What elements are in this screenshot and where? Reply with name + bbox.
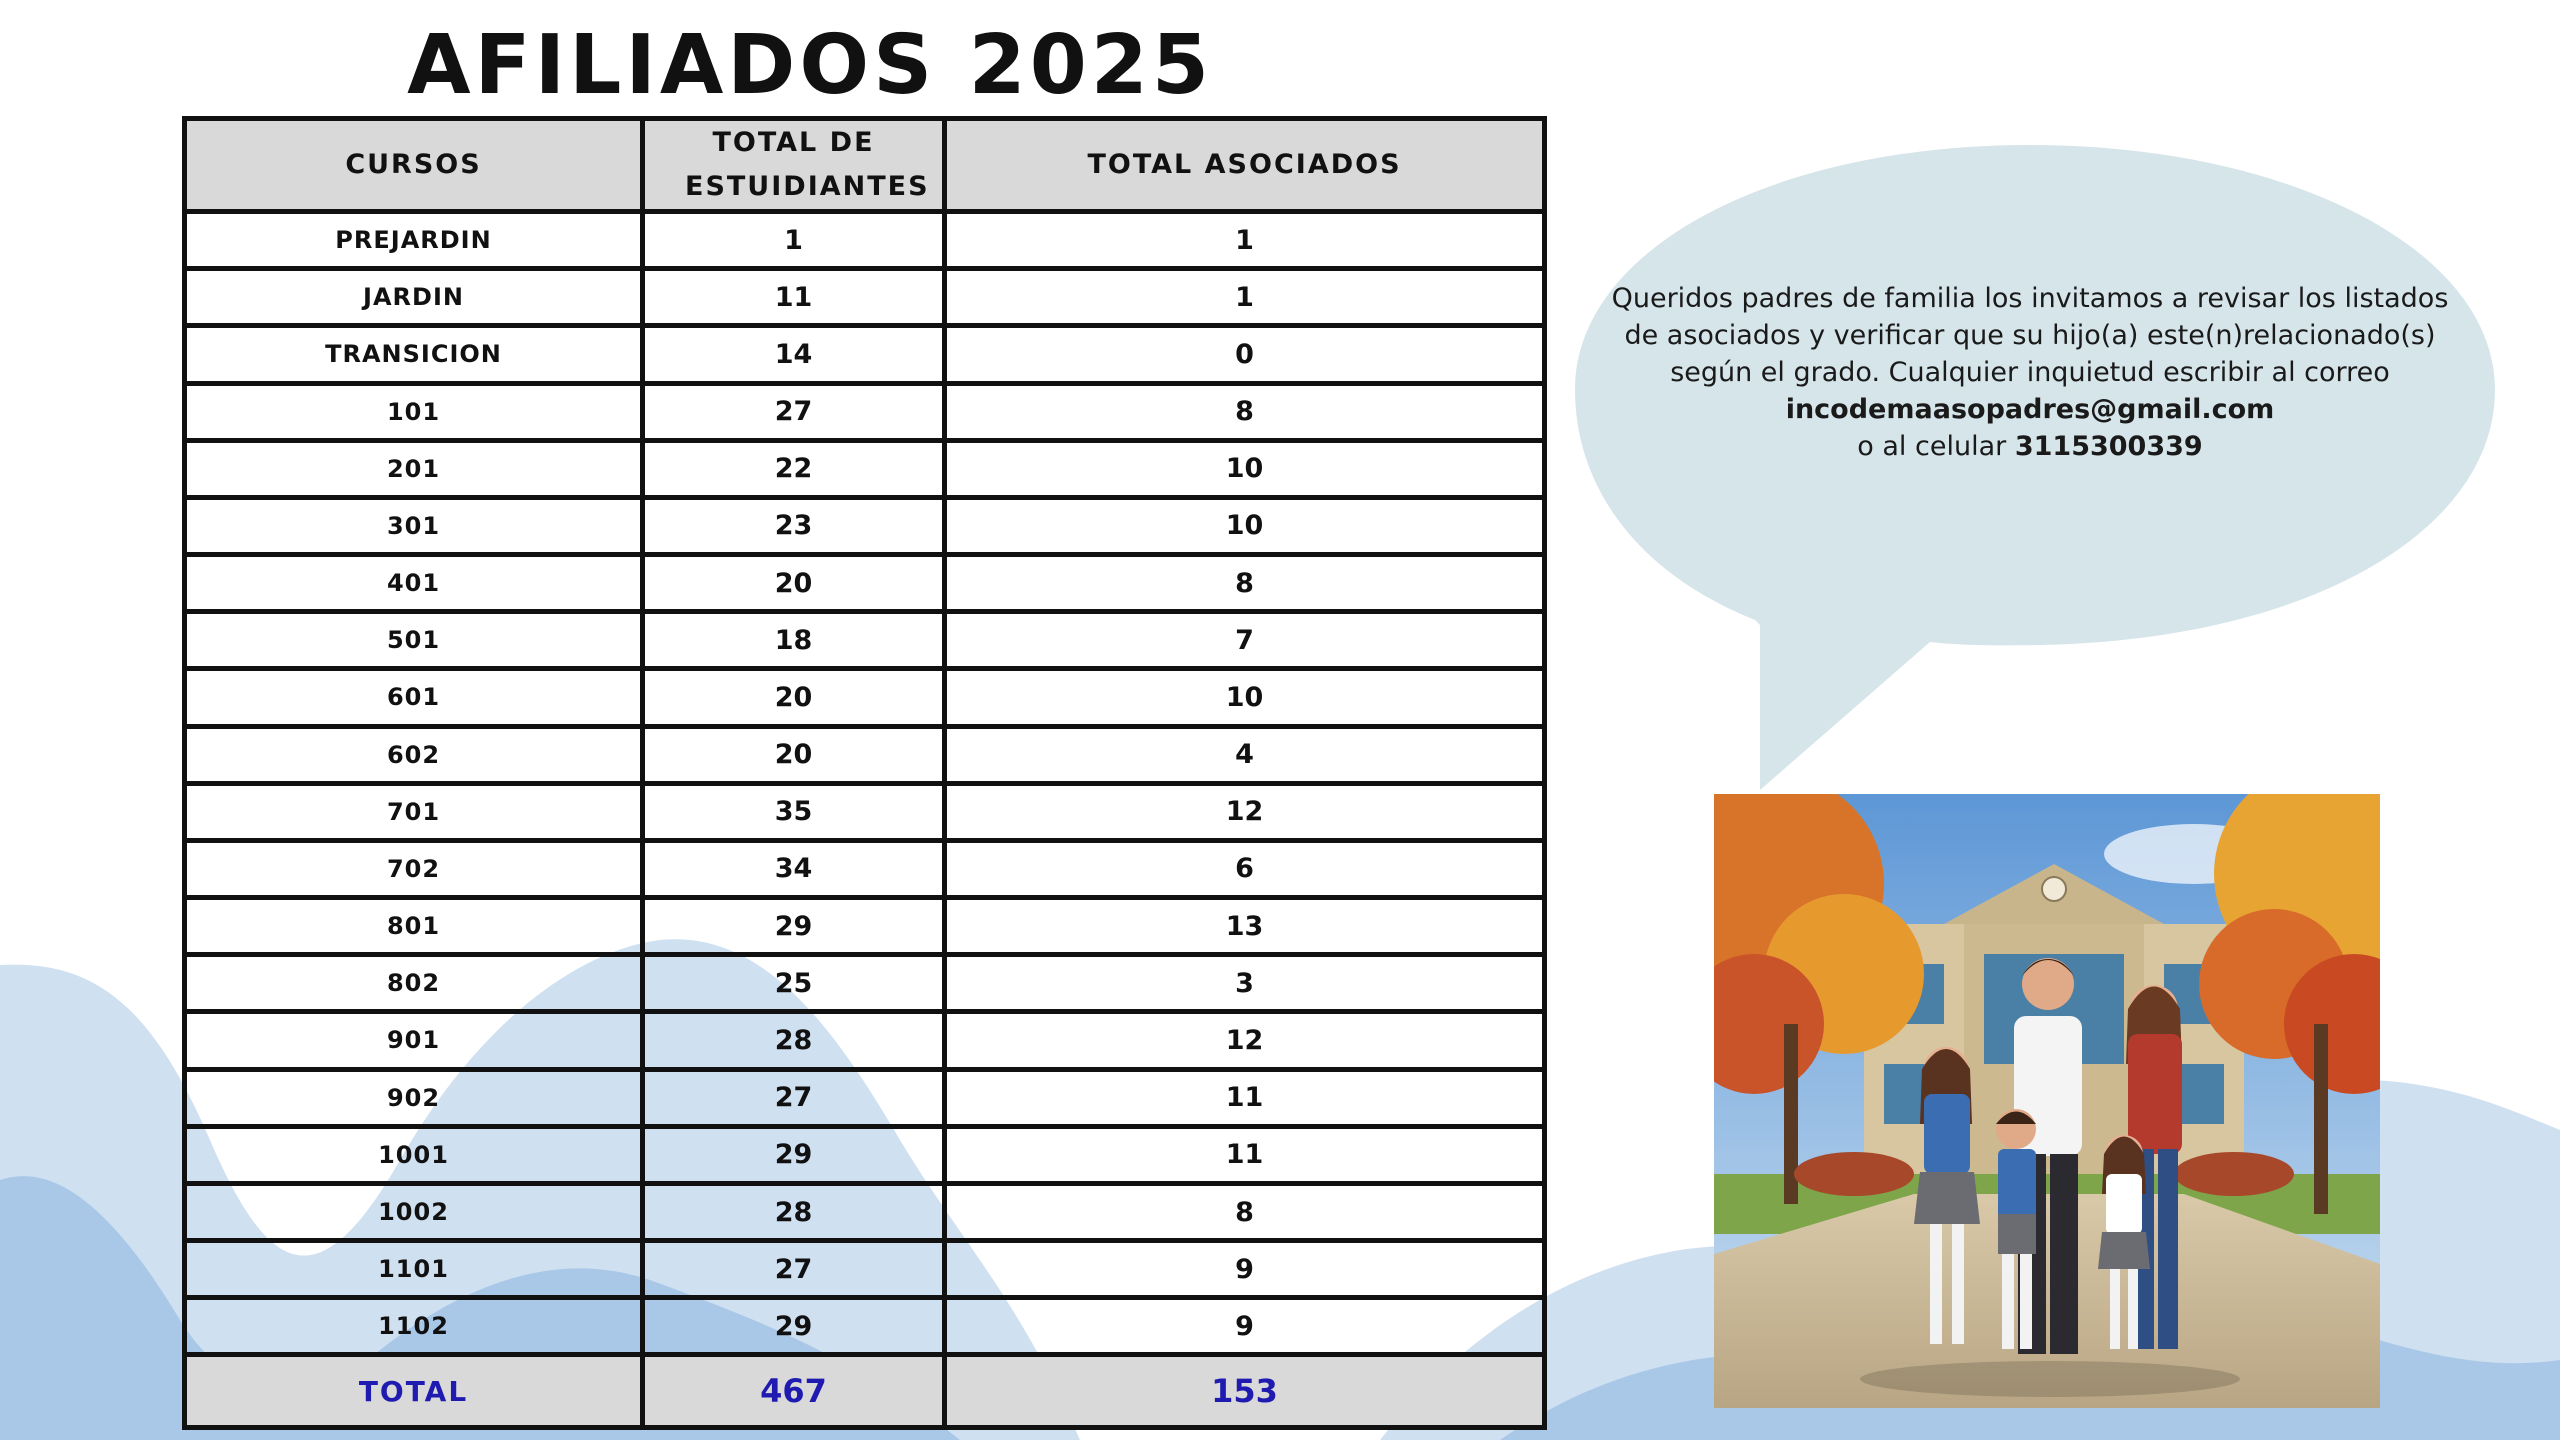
cell-students: 27 — [643, 1241, 945, 1298]
cell-course: 802 — [185, 955, 643, 1012]
header-total-estudiantes: TOTAL DE ESTUIDIANTES — [643, 119, 945, 212]
table-row — [185, 898, 1545, 955]
speech-bubble — [1570, 140, 2500, 800]
cell-course: 201 — [185, 440, 643, 497]
table-row — [185, 383, 1545, 440]
cell-associates: 8 — [945, 555, 1545, 612]
total-label: TOTAL — [185, 1355, 643, 1428]
table-row — [185, 669, 1545, 726]
table-row — [185, 212, 1545, 269]
header-total-asociados: TOTAL ASOCIADOS — [945, 119, 1545, 212]
cell-course: 101 — [185, 383, 643, 440]
cell-associates: 11 — [945, 1126, 1545, 1183]
cell-course: 801 — [185, 898, 643, 955]
message-text — [1600, 280, 2460, 465]
cell-students: 28 — [643, 1012, 945, 1069]
cell-associates: 3 — [945, 955, 1545, 1012]
speech-bubble-shape — [1575, 145, 2495, 790]
cell-course: 702 — [185, 840, 643, 897]
cell-course: 1002 — [185, 1183, 643, 1240]
table-row — [185, 1012, 1545, 1069]
total-associates: 153 — [945, 1355, 1545, 1428]
cell-associates: 12 — [945, 783, 1545, 840]
cell-associates: 7 — [945, 612, 1545, 669]
cell-students: 34 — [643, 840, 945, 897]
cell-students: 29 — [643, 1126, 945, 1183]
cell-students: 18 — [643, 612, 945, 669]
cell-associates: 1 — [945, 269, 1545, 326]
cell-students: 14 — [643, 326, 945, 383]
table-row — [185, 269, 1545, 326]
cell-associates: 10 — [945, 669, 1545, 726]
cell-associates: 0 — [945, 326, 1545, 383]
header-cursos: CURSOS — [185, 119, 643, 212]
cell-course: 601 — [185, 669, 643, 726]
cell-students: 27 — [643, 383, 945, 440]
message-line-3: según el grado. Cualquier inquietud escribir al correo — [1670, 357, 2390, 388]
cell-course: 1101 — [185, 1241, 643, 1298]
total-row — [185, 1355, 1545, 1428]
table-row — [185, 612, 1545, 669]
cell-associates: 6 — [945, 840, 1545, 897]
cell-students: 20 — [643, 726, 945, 783]
table-row — [185, 1069, 1545, 1126]
table-row — [185, 726, 1545, 783]
cell-course: 701 — [185, 783, 643, 840]
cell-students: 27 — [643, 1069, 945, 1126]
cell-students: 35 — [643, 783, 945, 840]
table-row — [185, 955, 1545, 1012]
cell-course: 602 — [185, 726, 643, 783]
cell-course: 501 — [185, 612, 643, 669]
affiliates-table — [182, 116, 1547, 1430]
table-row — [185, 1298, 1545, 1355]
contact-phone-line — [1600, 428, 2460, 465]
table-row — [185, 840, 1545, 897]
table-row — [185, 1183, 1545, 1240]
phone-prefix: o al celular — [1857, 431, 2007, 462]
cell-course: 901 — [185, 1012, 643, 1069]
cell-associates: 4 — [945, 726, 1545, 783]
cell-course: 1102 — [185, 1298, 643, 1355]
cell-course: 902 — [185, 1069, 643, 1126]
message-line-2: de asociados y verificar que su hijo(a) este(n)relacionado(s) — [1624, 320, 2436, 351]
cell-course: JARDIN — [185, 269, 643, 326]
family-school-illustration — [1714, 794, 2380, 1408]
table-row — [185, 555, 1545, 612]
cell-associates: 13 — [945, 898, 1545, 955]
cell-students: 29 — [643, 1298, 945, 1355]
table-row — [185, 497, 1545, 554]
message-line-1: Queridos padres de familia los invitamos a revisar los listados — [1611, 283, 2449, 314]
cell-course: 401 — [185, 555, 643, 612]
page-title: AFILIADOS 2025 — [407, 18, 1213, 113]
cell-students: 20 — [643, 555, 945, 612]
cell-students: 11 — [643, 269, 945, 326]
contact-email[interactable]: incodemaasopadres@gmail.com — [1785, 394, 2275, 425]
cell-associates: 10 — [945, 497, 1545, 554]
cell-associates: 12 — [945, 1012, 1545, 1069]
cell-course: 1001 — [185, 1126, 643, 1183]
cell-students: 23 — [643, 497, 945, 554]
cell-students: 20 — [643, 669, 945, 726]
cell-students: 29 — [643, 898, 945, 955]
cell-course: 301 — [185, 497, 643, 554]
contact-phone[interactable]: 3115300339 — [2014, 431, 2203, 462]
cell-students: 1 — [643, 212, 945, 269]
cell-students: 28 — [643, 1183, 945, 1240]
cell-associates: 11 — [945, 1069, 1545, 1126]
cell-course: PREJARDIN — [185, 212, 643, 269]
table-row — [185, 1241, 1545, 1298]
total-students: 467 — [643, 1355, 945, 1428]
cell-associates: 1 — [945, 212, 1545, 269]
cell-students: 25 — [643, 955, 945, 1012]
cell-associates: 9 — [945, 1241, 1545, 1298]
cell-associates: 8 — [945, 383, 1545, 440]
table-row — [185, 1126, 1545, 1183]
table-row — [185, 783, 1545, 840]
cell-course: TRANSICION — [185, 326, 643, 383]
cell-associates: 8 — [945, 1183, 1545, 1240]
cell-associates: 10 — [945, 440, 1545, 497]
cell-associates: 9 — [945, 1298, 1545, 1355]
table-header-row — [185, 119, 1545, 212]
table-row — [185, 440, 1545, 497]
table-row — [185, 326, 1545, 383]
cell-students: 22 — [643, 440, 945, 497]
